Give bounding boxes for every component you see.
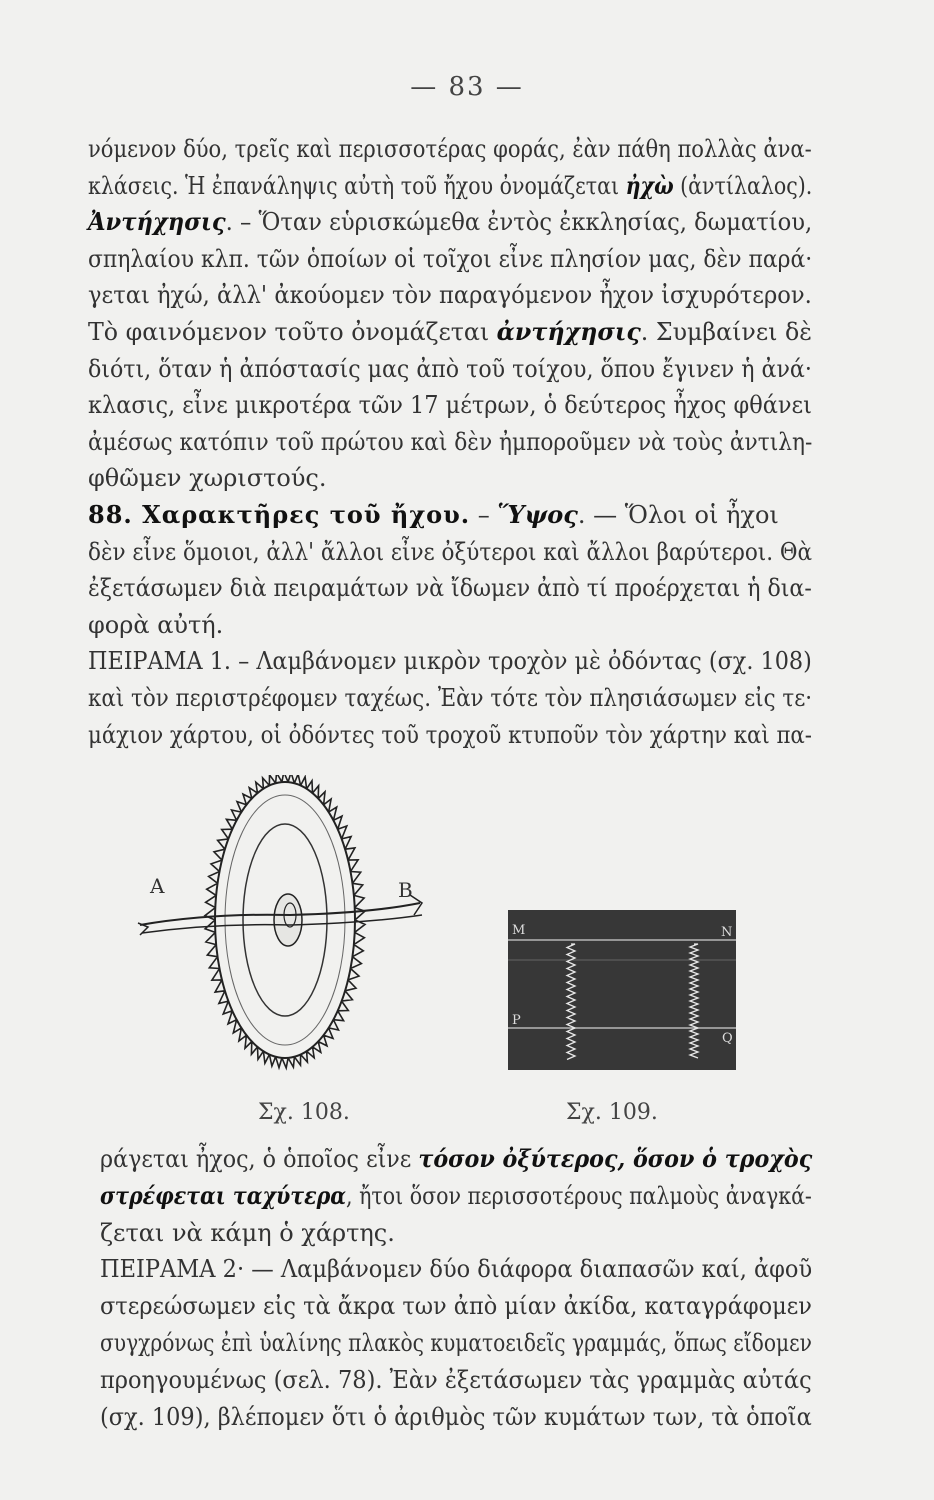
text-line — [100, 1326, 812, 1360]
text-line — [88, 352, 812, 386]
text-span: (ἀντίλαλος). — [673, 171, 813, 200]
text-span: ἐξετάσωμεν διὰ πειραμάτων νὰ ἴδωμεν ἀπὸ τί προέρχεται ἡ δια- — [88, 574, 812, 603]
figure-109-wave-plate — [508, 910, 736, 1070]
label-n: N — [721, 925, 733, 940]
text-span: ράγεται ἦχος, ὁ ὁποῖος εἶνε — [100, 1145, 419, 1173]
label-m: M — [512, 923, 526, 938]
text-line — [100, 1216, 395, 1250]
text-line — [88, 571, 812, 605]
text-span: ΠΕΙΡΑΜΑ 2· — Λαμβάνομεν δύο διάφορα διαπασῶν καί, ἀφοῦ — [100, 1255, 813, 1284]
text-line — [88, 461, 326, 495]
emphasized-text: στρέφεται ταχύτερα — [100, 1180, 347, 1210]
text-line — [100, 1363, 812, 1397]
text-span: ἀμέσως κατόπιν τοῦ πρώτου καὶ δὲν ἠμποροῦμεν νὰ τοὺς ἀντιλη- — [88, 427, 813, 456]
page-number: — 83 — — [410, 72, 524, 102]
text-line — [88, 315, 812, 349]
text-span: , ἤτοι ὅσον περισσοτέρους παλμοὺς ἀναγκά- — [346, 1181, 812, 1210]
text-line — [88, 169, 812, 203]
text-line — [88, 535, 812, 569]
text-span: φθῶμεν χωριστούς. — [88, 464, 327, 493]
label-p: P — [512, 1013, 521, 1028]
emphasized-text: ἠχὼ — [625, 170, 674, 200]
text-line — [100, 1252, 812, 1286]
emphasized-text: 88. Χαρακτῆρες τοῦ ἤχου. — [88, 500, 471, 529]
text-line — [100, 1179, 812, 1213]
figure-109-caption: Σχ. 109. — [566, 1100, 658, 1125]
text-span: φορὰ αὐτή. — [88, 610, 224, 639]
text-line — [88, 498, 779, 532]
text-line — [100, 1400, 812, 1434]
figure-108-toothed-wheel — [120, 775, 450, 1075]
text-line — [88, 425, 812, 459]
text-span: γεται ἠχώ, ἀλλ' ἀκούομεν τὸν παραγόμενον ἦχον ἰσχυρότερον. — [88, 281, 812, 310]
text-line — [88, 132, 812, 166]
text-span: . — Ὅλοι οἱ ἦχοι — [577, 501, 779, 529]
text-span: (σχ. 109), βλέπομεν ὅτι ὁ ἀριθμὸς τῶν κυμάτων των, τὰ ὁποῖα — [100, 1402, 812, 1431]
emphasized-text: ἀντήχησις — [496, 317, 641, 346]
text-line — [88, 644, 812, 678]
text-span: καὶ τὸν περιστρέφομεν ταχέως. Ἐὰν τότε τὸν πλησιάσωμεν εἰς τε· — [88, 684, 813, 712]
text-span: κλάσεις. Ἡ ἐπανάληψις αὐτὴ τοῦ ἤχου ὀνομάζεται — [88, 171, 626, 200]
text-span: νόμενον δύο, τρεῖς καὶ περισσοτέρας φοράς, ἐὰν πάθη πολλὰς ἀνα- — [88, 135, 812, 163]
text-span: Τὸ φαινόμενον τοῦτο ὀνομάζεται — [88, 318, 497, 346]
label-q: Q — [722, 1031, 733, 1046]
text-span: προηγουμένως (σελ. 78). Ἐὰν ἐξετάσωμεν τὰς γραμμὰς αὐτάς — [100, 1365, 812, 1394]
text-line — [88, 608, 223, 642]
text-span: ΠΕΙΡΑΜΑ 1. – Λαμβάνομεν μικρὸν τροχὸν μὲ ὀδόντας (σχ. 108) — [88, 647, 812, 676]
emphasized-text: Ἀντήχησις — [88, 207, 226, 237]
text-line — [88, 205, 812, 239]
text-span: κλασις, εἶνε μικροτέρα τῶν 17 μέτρων, ὁ δεύτερος ἦχος φθάνει — [88, 391, 812, 420]
text-span: δὲν εἶνε ὅμοιοι, ἀλλ' ἄλλοι εἶνε ὀξύτεροι καὶ ἄλλοι βαρύτεροι. Θὰ — [88, 537, 813, 566]
text-span: . – Ὅταν εὑρισκώμεθα ἐντὸς ἐκκλησίας, δωματίου, — [225, 208, 813, 237]
text-line — [100, 1142, 812, 1176]
text-line — [88, 718, 812, 752]
text-span: μάχιον χάρτου, οἱ ὀδόντες τοῦ τροχοῦ κτυποῦν τὸν χάρτην καὶ πα- — [88, 720, 812, 749]
text-span: . Συμβαίνει δὲ — [640, 318, 812, 346]
text-span: στερεώσωμεν εἰς τὰ ἄκρα των ἀπὸ μίαν ἀκίδα, καταγράφομεν — [100, 1292, 812, 1321]
text-span: – — [470, 501, 498, 529]
text-span: διότι, ὅταν ἡ ἀπόστασίς μας ἀπὸ τοῦ τοίχου, ὅπου ἔγινεν ἡ ἀνά· — [88, 354, 812, 383]
emphasized-text: τόσον ὀξύτερος, ὅσον ὁ τροχὸς — [418, 1144, 813, 1173]
text-line — [88, 242, 812, 276]
label-b: B — [398, 878, 413, 902]
figure-108-caption: Σχ. 108. — [258, 1100, 350, 1125]
label-a: A — [150, 874, 165, 898]
text-span: ζεται νὰ κάμη ὁ χάρτης. — [100, 1218, 395, 1247]
text-line — [88, 388, 812, 422]
text-line — [88, 278, 812, 312]
text-span: σπηλαίου κλπ. τῶν ὁποίων οἱ τοῖχοι εἶνε πλησίον μας, δὲν παρά· — [88, 244, 813, 273]
text-line — [88, 681, 812, 715]
emphasized-text: Ὕψος — [497, 500, 578, 529]
text-line — [100, 1289, 812, 1323]
text-span: συγχρόνως ἐπὶ ὑαλίνης πλακὸς κυματοειδεῖς γραμμάς, ὅπως εἴδομεν — [100, 1329, 812, 1357]
